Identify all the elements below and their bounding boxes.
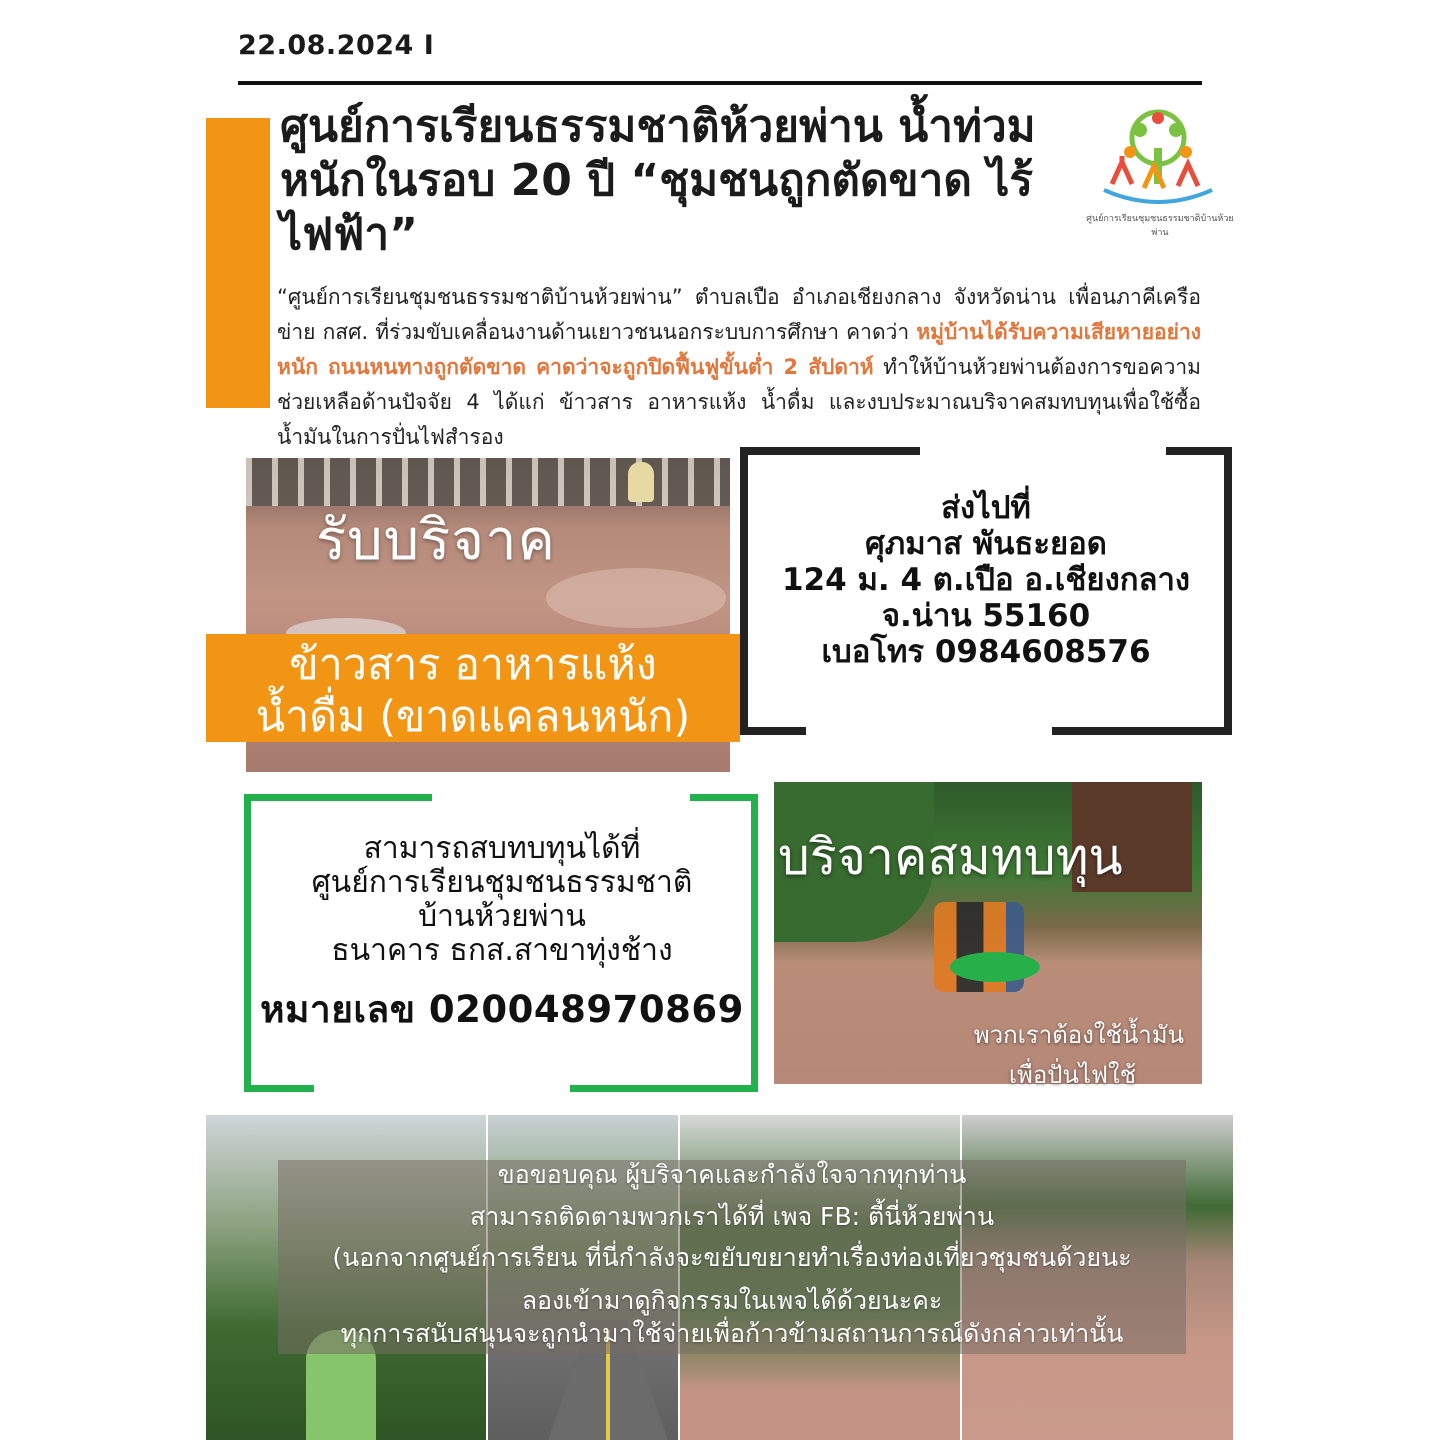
- bank-village: บ้านห้วยพ่าน: [418, 899, 586, 934]
- intro-text-2: ทำให้บ้านห้วยพ่านต้องการขอความช่วยเหลือด้านปัจจัย 4 ได้แก่ ข้าวสาร อาหารแห้ง น้ำดื่ม และงบประมาณบริจาคสมทบทุนเพื่อใช้ซื้อน้ำมันในการปั่นไฟสำรอง: [277, 355, 1201, 449]
- green-bracket-top-left: [244, 794, 432, 801]
- green-bracket-top-right: [690, 794, 758, 801]
- send-to-label: ส่งไปที่: [941, 490, 1031, 526]
- bracket-bottom-right: [1052, 727, 1232, 735]
- province-postcode: จ.น่าน 55160: [881, 598, 1091, 634]
- thanks-line-3: (นอกจากศูนย์การเรียน ที่นี่กำลังจะขยับขยายทำเรื่องท่องเที่ยวชุมชนด้วยนะ: [332, 1243, 1132, 1272]
- fund-title: บริจาคสมทบทุน: [778, 828, 1123, 886]
- bank-account-number: หมายเลข 020048970869: [260, 988, 744, 1031]
- intro-text-1: “ศูนย์การเรียนชุมชนธรรมชาติบ้านห้วยพ่าน” ตำบลเปือ อำเภอเชียงกลาง จังหวัดน่าน เพื่อนภาคีเครือข่าย กสศ. ที่ร่วมขับเคลื่อนงานด้านเยาวชนนอกระบบการศึกษา คาดว่า: [277, 285, 1201, 344]
- bank-branch: ธนาคาร ธกส.สาขาทุ่งช้าง: [331, 933, 673, 968]
- center-logo: [1082, 108, 1234, 226]
- recipient-name: ศุภมาส พันธะยอด: [865, 526, 1107, 562]
- top-divider: [238, 81, 1202, 85]
- bracket-right: [1224, 447, 1232, 735]
- fund-caption-2: เพื่อปั่นไฟใช้: [1008, 1061, 1136, 1089]
- send-to-address: [760, 490, 1212, 670]
- water-ripple: [546, 568, 726, 628]
- bracket-bottom-left: [740, 727, 806, 735]
- kayak: [950, 952, 1040, 982]
- thanks-line-1: ขอขอบคุณ ผู้บริจาคและกำลังใจจากทุกท่าน: [497, 1160, 967, 1189]
- tree-logo-icon: [1104, 112, 1212, 202]
- headline-accent-bar: [206, 118, 270, 408]
- needs-line-2: น้ำดื่ม (ขาดแคลนหนัก): [255, 692, 691, 742]
- bank-info: [252, 832, 752, 968]
- phone-number: เบอโทร 0984608576: [821, 634, 1151, 670]
- green-bracket-bottom-left: [244, 1085, 314, 1092]
- bracket-left: [740, 447, 748, 735]
- green-bracket-bottom-right: [570, 1085, 758, 1092]
- logo-caption: ศูนย์การเรียนชุมชนธรรมชาติบ้านห้วยพ่าน: [1086, 214, 1234, 238]
- needs-line-1: ข้าวสาร อาหารแห้ง: [289, 640, 657, 690]
- thanks-line-2: สามารถติดตามพวกเราได้ที่ เพจ FB: ตี้นี่ห้วยพ่าน: [469, 1202, 995, 1231]
- green-bracket-left: [244, 794, 251, 1092]
- bank-center-name: ศูนย์การเรียนชุมชนธรรมชาติ: [311, 865, 693, 900]
- post-date: 22.08.2024 I: [238, 30, 435, 61]
- bank-intro: สามารถสบทบทุนได้ที่: [363, 831, 641, 866]
- donation-title: รับบริจาค: [316, 508, 556, 573]
- fund-caption-1: พวกเราต้องใช้น้ำมัน: [973, 1021, 1184, 1049]
- intro-highlight: หมู่บ้านได้รับความเสียหายอย่างหนัก ถนนหนทางถูกตัดขาด คาดว่าจะถูกปิดฟื้นฟูขั้นต่ำ 2 สัปดาห์: [277, 320, 1201, 379]
- headline: ศูนย์การเรียนธรรมชาติห้วยพ่าน น้ำท่วมหนักในรอบ 20 ปี “ชุมชนถูกตัดขาด ไร้ไฟฟ้า”: [280, 101, 1036, 260]
- intro-paragraph: [277, 280, 1201, 455]
- wading-person: [628, 462, 654, 502]
- thanks-line-4: ลองเข้ามาดูกิจกรรมในเพจได้ด้วยนะคะ: [521, 1286, 943, 1315]
- address-line: 124 ม. 4 ต.เปือ อ.เชียงกลาง: [781, 562, 1191, 598]
- thanks-line-5: ทุกการสนับสนุนจะถูกนำมาใช้จ่ายเพื่อก้าวข้ามสถานการณ์ดังกล่าวเท่านั้น: [340, 1319, 1124, 1348]
- green-bracket-right: [751, 794, 758, 1092]
- bracket-top-left: [740, 447, 920, 455]
- bracket-top-right: [1166, 447, 1232, 455]
